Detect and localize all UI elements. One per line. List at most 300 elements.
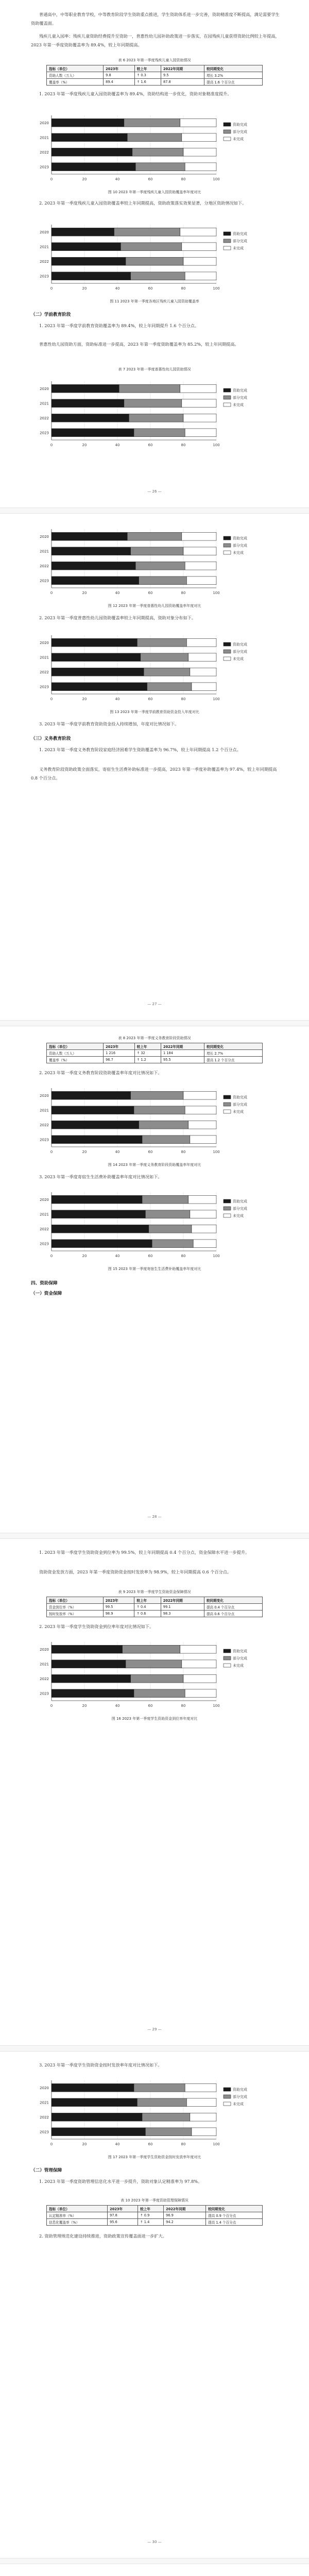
table-cell: 资助人数（万人） bbox=[47, 1050, 104, 1057]
bar-segment bbox=[52, 683, 147, 691]
figure-caption: 图 13 2023 年第一季度学前教育资助资金投入年度对比 bbox=[110, 710, 199, 714]
table-cell: 95.6 bbox=[108, 2219, 138, 2226]
y-tick-label: 2021 bbox=[40, 401, 49, 406]
table-header-row bbox=[47, 2206, 263, 2212]
legend-label: 未完成 bbox=[233, 1214, 244, 1218]
y-tick-label: 2023 bbox=[40, 1691, 49, 1696]
x-tick-label: 60 bbox=[148, 2142, 153, 2146]
legend-label: 部分完成 bbox=[233, 1207, 247, 1211]
table-header-cell: 较上年 bbox=[134, 1043, 161, 1050]
x-tick-label: 0 bbox=[50, 591, 53, 595]
bar-segment bbox=[192, 683, 216, 691]
x-tick-label: 100 bbox=[213, 1254, 220, 1258]
bar-segment bbox=[124, 118, 180, 127]
stacked-bar-chart bbox=[31, 218, 278, 296]
subsection-heading: （二）管理保障 bbox=[31, 2168, 62, 2173]
y-tick-label: 2023 bbox=[40, 2130, 49, 2134]
x-tick-label: 80 bbox=[181, 177, 186, 181]
bar-segment bbox=[144, 668, 190, 676]
x-tick-label: 80 bbox=[181, 591, 186, 595]
page-6 bbox=[0, 2563, 309, 2576]
table-header-cell: 指标（单位） bbox=[47, 1043, 104, 1050]
y-tick-label: 2021 bbox=[40, 135, 49, 140]
stacked-bar-chart bbox=[31, 109, 278, 187]
bar-segment bbox=[52, 1195, 142, 1204]
bar-segment bbox=[183, 1674, 216, 1683]
figure-caption: 图 14 2023 年第一季度义务教育阶段资助覆盖率年度对比 bbox=[108, 1163, 201, 1167]
bar-segment bbox=[52, 429, 134, 437]
data-table bbox=[46, 65, 263, 86]
legend-swatch bbox=[224, 544, 231, 547]
bar-segment bbox=[192, 1225, 216, 1233]
x-tick-label: 100 bbox=[213, 1704, 220, 1708]
bar-segment bbox=[52, 399, 124, 408]
stacked-bar-chart bbox=[31, 2573, 278, 2576]
legend-label: 资助完成 bbox=[233, 536, 247, 540]
table-header-cell: 较上年 bbox=[138, 2206, 164, 2212]
bar-segment bbox=[182, 133, 216, 142]
x-tick-label: 80 bbox=[181, 286, 186, 291]
bar-segment bbox=[129, 414, 183, 422]
paragraph: 2. 2023 年第一季度残疾儿童入园资助覆盖率较上年同期提高，资助政策落实效果显著，分地区资助情况如下。 bbox=[39, 200, 247, 206]
x-tick-label: 40 bbox=[115, 697, 120, 701]
y-tick-label: 2022 bbox=[40, 1123, 49, 1127]
data-table bbox=[46, 1043, 263, 1063]
table-cell: 97.8 bbox=[108, 2212, 138, 2219]
table-cell: 资金到位率（%） bbox=[47, 1604, 104, 1611]
y-tick-label: 2023 bbox=[40, 165, 49, 170]
legend-label: 部分完成 bbox=[233, 396, 247, 400]
bar-segment bbox=[52, 2083, 134, 2092]
table-cell: 1 216 bbox=[104, 1050, 135, 1057]
table-row bbox=[47, 2219, 263, 2226]
paragraph: 资助资金发放方面，2023 年第一季度资助资金按时发放率为 98.9%，较上年同期提高 0.6 个百分点。 bbox=[39, 1569, 232, 1574]
bar-segment bbox=[180, 228, 216, 236]
bar-segment bbox=[52, 257, 126, 265]
x-tick-label: 20 bbox=[82, 591, 87, 595]
bar-segment bbox=[186, 638, 216, 647]
page-number: — 29 — bbox=[147, 2027, 162, 2031]
table-row bbox=[47, 1611, 263, 1617]
x-tick-label: 80 bbox=[181, 1150, 186, 1154]
paragraph: 2. 资助管理规范化建设持续推进，资助政策宣传覆盖面进一步扩大。 bbox=[39, 2233, 167, 2239]
x-tick-label: 20 bbox=[82, 286, 87, 291]
legend-label: 资助完成 bbox=[233, 232, 247, 236]
table-row bbox=[47, 1050, 263, 1057]
bar-segment bbox=[131, 547, 183, 555]
bar-segment bbox=[52, 668, 144, 676]
x-tick-label: 60 bbox=[148, 177, 153, 181]
bar-segment bbox=[185, 2083, 216, 2092]
table-header-cell: 指标（单位） bbox=[47, 2206, 108, 2212]
paragraph: 普惠性幼儿园资助方面，资助标准进一步提高，2023 年第一季度资助覆盖率为 85.2%，较上年同期提高。 bbox=[39, 342, 239, 347]
x-tick-label: 0 bbox=[50, 1254, 53, 1258]
legend-swatch bbox=[224, 1207, 231, 1210]
legend-label: 未完成 bbox=[233, 2102, 244, 2106]
bar-segment bbox=[52, 414, 129, 422]
legend-label: 未完成 bbox=[233, 657, 244, 661]
bar-segment bbox=[132, 148, 183, 156]
x-tick-label: 40 bbox=[115, 1254, 120, 1258]
legend-swatch bbox=[224, 1664, 231, 1667]
table-cell: 98.3 bbox=[161, 1611, 204, 1617]
paragraph: 2. 2023 年第一季度普惠性幼儿园资助覆盖率较上年同期提高，资助对象分布如下。 bbox=[39, 615, 196, 620]
table-cell: 96.7 bbox=[104, 1057, 135, 1063]
table-header-cell: 较同期变化 bbox=[204, 1597, 262, 1604]
y-tick-label: 2020 bbox=[40, 2086, 49, 2090]
y-tick-label: 2021 bbox=[40, 2100, 49, 2105]
legend-swatch bbox=[224, 657, 231, 660]
legend-label: 未完成 bbox=[233, 137, 244, 141]
bar-segment bbox=[147, 683, 192, 691]
figure-caption: 图 12 2023 年第一季度普惠性幼儿园资助覆盖率年度对比 bbox=[108, 604, 201, 608]
y-tick-label: 2020 bbox=[40, 1093, 49, 1098]
table-cell: 认定精准率（%） bbox=[47, 2212, 108, 2219]
table-header-cell: 2022年同期 bbox=[164, 2206, 206, 2212]
bar-segment bbox=[52, 1121, 139, 1129]
x-tick-label: 20 bbox=[82, 177, 87, 181]
legend-label: 未完成 bbox=[233, 1110, 244, 1114]
legend-swatch bbox=[224, 239, 231, 243]
table-header-row bbox=[47, 65, 263, 72]
table-header-row bbox=[47, 1043, 263, 1050]
bar-segment bbox=[190, 1136, 216, 1144]
bar-segment bbox=[190, 2113, 216, 2121]
bar-segment bbox=[52, 638, 137, 647]
table-cell: 99.1 bbox=[161, 1604, 204, 1611]
bar-segment bbox=[188, 1121, 216, 1129]
paragraph: 义务教育阶段资助政策全面落实，寄宿生生活费补助标准进一步提高，2023 年第一季度补助覆盖率为 97.4%，较上年同期提高 0.8 个百分点。 bbox=[31, 767, 277, 781]
bar-segment bbox=[186, 2098, 216, 2107]
bar-segment bbox=[183, 547, 216, 555]
bar-segment bbox=[137, 2098, 186, 2107]
table-header-cell: 指标（单位） bbox=[47, 1597, 104, 1604]
x-tick-label: 100 bbox=[213, 697, 220, 701]
legend-swatch bbox=[224, 388, 231, 392]
page-2 bbox=[0, 513, 309, 1023]
paragraph: 普通高中，中等职业教育学校，中等教育阶段学生资助重点推进，学生资助体系进一步完善，资助精准度不断提高，满足需要学生资助覆盖面。 bbox=[31, 12, 280, 26]
x-tick-label: 100 bbox=[213, 177, 220, 181]
table-header-cell: 较上年 bbox=[134, 65, 161, 72]
bar-segment bbox=[193, 1240, 216, 1248]
y-tick-label: 2021 bbox=[40, 1108, 49, 1113]
bar-segment bbox=[134, 2083, 185, 2092]
legend-swatch bbox=[224, 642, 231, 646]
table-cell: 95.5 bbox=[161, 1057, 204, 1063]
bar-segment bbox=[182, 243, 216, 251]
bar-segment bbox=[52, 228, 114, 236]
table-caption: 表 8 2023 年第一季度义务教育阶段资助情况 bbox=[118, 1036, 191, 1040]
stacked-bar-chart bbox=[31, 629, 278, 706]
legend-swatch bbox=[224, 1214, 231, 1217]
x-tick-label: 20 bbox=[82, 1254, 87, 1258]
bar-segment bbox=[52, 148, 132, 156]
legend-swatch bbox=[224, 137, 231, 141]
legend-swatch bbox=[224, 1199, 231, 1203]
bar-segment bbox=[52, 2128, 145, 2136]
legend-swatch bbox=[224, 2095, 231, 2098]
bar-segment bbox=[131, 1091, 183, 1099]
bar-segment bbox=[182, 532, 216, 540]
legend-swatch bbox=[224, 1103, 231, 1106]
table-cell: 1 184 bbox=[161, 1050, 204, 1057]
legend-swatch bbox=[224, 123, 231, 126]
legend-label: 资助完成 bbox=[233, 642, 247, 647]
x-tick-label: 60 bbox=[148, 443, 153, 447]
table-cell: 96.9 bbox=[164, 2212, 206, 2219]
bar-segment bbox=[52, 118, 124, 127]
bar-segment bbox=[180, 1645, 216, 1653]
bar-segment bbox=[141, 653, 188, 662]
legend-label: 未完成 bbox=[233, 551, 244, 555]
table-row bbox=[47, 79, 263, 86]
y-tick-label: 2023 bbox=[40, 431, 49, 435]
bar-segment bbox=[52, 272, 131, 280]
x-tick-label: 40 bbox=[115, 1704, 120, 1708]
figure-caption: 图 10 2023 年第一季度残疾儿童入园资助覆盖率年度对比 bbox=[108, 190, 201, 194]
bar-segment bbox=[52, 1674, 131, 1683]
y-tick-label: 2023 bbox=[40, 274, 49, 279]
table-cell: 94.2 bbox=[164, 2219, 206, 2226]
y-tick-label: 2023 bbox=[40, 1138, 49, 1142]
table-header-cell: 较上年 bbox=[134, 1597, 161, 1604]
y-tick-label: 2022 bbox=[40, 416, 49, 420]
legend-swatch bbox=[224, 1110, 231, 1113]
bar-segment bbox=[52, 133, 127, 142]
x-tick-label: 40 bbox=[115, 2142, 120, 2146]
x-tick-label: 0 bbox=[50, 177, 53, 181]
x-tick-label: 0 bbox=[50, 1150, 53, 1154]
section-heading: （二）学前教育阶段 bbox=[31, 312, 71, 317]
x-tick-label: 100 bbox=[213, 591, 220, 595]
x-tick-label: 80 bbox=[181, 443, 186, 447]
bar-segment bbox=[131, 272, 185, 280]
bar-segment bbox=[127, 532, 182, 540]
table-cell: 提高 0.9 个百分点 bbox=[206, 2212, 263, 2219]
bar-segment bbox=[126, 257, 183, 265]
table-header-row bbox=[47, 1597, 263, 1604]
bar-segment bbox=[131, 1674, 183, 1683]
x-tick-label: 60 bbox=[148, 286, 153, 291]
bar-segment bbox=[183, 414, 216, 422]
legend-swatch bbox=[224, 1095, 231, 1099]
bar-segment bbox=[114, 228, 180, 236]
table-cell: ↑ 0.6 bbox=[134, 1611, 161, 1617]
x-tick-label: 100 bbox=[213, 286, 220, 291]
x-tick-label: 80 bbox=[181, 2142, 186, 2146]
page-number: — 28 — bbox=[147, 1515, 162, 1519]
table-cell: 89.4 bbox=[104, 79, 135, 86]
bar-segment bbox=[185, 272, 216, 280]
legend-label: 部分完成 bbox=[233, 130, 247, 134]
bar-segment bbox=[123, 1645, 180, 1653]
bar-segment bbox=[186, 577, 216, 585]
x-tick-label: 0 bbox=[50, 1704, 53, 1708]
bar-segment bbox=[185, 1106, 216, 1114]
bar-segment bbox=[180, 118, 216, 127]
x-tick-label: 20 bbox=[82, 1704, 87, 1708]
legend-label: 部分完成 bbox=[233, 650, 247, 654]
y-tick-label: 2021 bbox=[40, 1662, 49, 1667]
figure-caption: 图 15 2023 年第一季度寄宿生生活费补助覆盖率年度对比 bbox=[108, 1267, 201, 1271]
x-tick-label: 20 bbox=[82, 2142, 87, 2146]
bar-segment bbox=[182, 399, 216, 408]
table-row bbox=[47, 2212, 263, 2219]
table-cell: 提高 1.2 个百分点 bbox=[204, 1057, 263, 1063]
x-tick-label: 0 bbox=[50, 443, 53, 447]
bar-segment bbox=[134, 429, 185, 437]
table-row bbox=[47, 72, 263, 79]
table-cell: 按时发放率（%） bbox=[47, 1611, 104, 1617]
stacked-bar-chart bbox=[31, 2074, 278, 2151]
y-tick-label: 2021 bbox=[40, 245, 49, 249]
bar-segment bbox=[52, 577, 139, 585]
page-number: — 30 — bbox=[147, 2540, 162, 2544]
page-4 bbox=[0, 1538, 309, 2048]
y-tick-label: 2020 bbox=[40, 640, 49, 645]
bar-segment bbox=[180, 384, 216, 393]
bar-segment bbox=[52, 1106, 134, 1114]
bar-segment bbox=[142, 2113, 190, 2121]
legend-swatch bbox=[224, 130, 231, 133]
bar-segment bbox=[183, 1091, 216, 1099]
x-tick-label: 40 bbox=[115, 443, 120, 447]
x-tick-label: 0 bbox=[50, 286, 53, 291]
bar-segment bbox=[188, 653, 216, 662]
table-cell: 增长 3.2% bbox=[204, 72, 263, 79]
bar-segment bbox=[52, 2098, 137, 2107]
paragraph: 3. 2023 年第一季度学前教育资助资金投入持续增加，年度对比情况如下。 bbox=[39, 721, 179, 726]
bar-segment bbox=[185, 163, 216, 171]
legend-label: 部分完成 bbox=[233, 239, 247, 243]
y-tick-label: 2020 bbox=[40, 1197, 49, 1202]
x-tick-label: 80 bbox=[181, 1704, 186, 1708]
table-cell: ↑ 0.3 bbox=[134, 72, 161, 79]
table-cell: 信息化覆盖率（%） bbox=[47, 2219, 108, 2226]
y-tick-label: 2022 bbox=[40, 2115, 49, 2120]
table-cell: ↑ 1.4 bbox=[138, 2219, 164, 2226]
x-tick-label: 60 bbox=[148, 697, 153, 701]
table-header-cell: 2022年同期 bbox=[161, 1597, 204, 1604]
table-cell: ↑ 1.2 bbox=[134, 1057, 161, 1063]
legend-label: 部分完成 bbox=[233, 1103, 247, 1107]
table-cell: 覆盖率（%） bbox=[47, 1057, 104, 1063]
y-tick-label: 2020 bbox=[40, 534, 49, 539]
bar-segment bbox=[121, 243, 181, 251]
y-tick-label: 2020 bbox=[40, 121, 49, 125]
y-tick-label: 2022 bbox=[40, 150, 49, 155]
table-cell: ↑ 32 bbox=[134, 1050, 161, 1057]
legend-swatch bbox=[224, 396, 231, 399]
table-cell: 98.9 bbox=[103, 1611, 134, 1617]
paragraph: 3. 2023 年第一季度寄宿生生活费补助覆盖率年度对比情况如下。 bbox=[39, 1174, 162, 1179]
legend-label: 未完成 bbox=[233, 1664, 244, 1668]
y-tick-label: 2022 bbox=[40, 1676, 49, 1681]
table-header-cell: 较同期变化 bbox=[204, 65, 263, 72]
x-tick-label: 0 bbox=[50, 697, 53, 701]
bar-segment bbox=[52, 1136, 142, 1144]
table-header-cell: 2023年 bbox=[108, 2206, 138, 2212]
x-tick-label: 0 bbox=[50, 2142, 53, 2146]
paragraph: 1. 2023 年第一季度学生资助资金到位率为 99.5%，较上年同期提高 0.4 个百分点，资金保障水平进一步提升。 bbox=[39, 1550, 250, 1555]
legend-label: 资助完成 bbox=[233, 388, 247, 393]
x-tick-label: 40 bbox=[115, 177, 120, 181]
bar-segment bbox=[52, 163, 135, 171]
x-tick-label: 80 bbox=[181, 1254, 186, 1258]
page-1 bbox=[0, 0, 309, 510]
table-cell: 87.8 bbox=[161, 79, 204, 86]
table-caption: 表 9 2023 年第一季度学生资助资金保障情况 bbox=[118, 1590, 191, 1594]
bar-segment bbox=[145, 2128, 192, 2136]
bar-segment bbox=[52, 1225, 149, 1233]
stacked-bar-chart bbox=[31, 1186, 278, 1263]
y-tick-label: 2021 bbox=[40, 549, 49, 554]
bar-segment bbox=[135, 562, 185, 570]
legend-swatch bbox=[224, 232, 231, 235]
table-cell: 覆盖率（%） bbox=[47, 79, 104, 86]
table-header-cell: 较同期变化 bbox=[206, 2206, 263, 2212]
stacked-bar-chart bbox=[31, 375, 278, 452]
bar-segment bbox=[183, 148, 216, 156]
table-header-cell: 2022年同期 bbox=[161, 1043, 204, 1050]
bar-segment bbox=[126, 1660, 182, 1668]
bar-segment bbox=[190, 668, 216, 676]
bar-segment bbox=[52, 1210, 145, 1218]
bar-segment bbox=[52, 1240, 152, 1248]
table-header-cell: 2023年 bbox=[104, 65, 135, 72]
table-cell: 提高 1.6 个百分点 bbox=[204, 79, 263, 86]
x-tick-label: 20 bbox=[82, 697, 87, 701]
table-cell: ↑ 0.4 bbox=[134, 1604, 161, 1611]
bar-segment bbox=[52, 562, 135, 570]
table-caption: 表 10 2023 年第一季度资助管理保障情况 bbox=[121, 2198, 188, 2202]
stacked-bar-chart bbox=[31, 1636, 278, 1713]
figure-caption: 图 17 2023 年第一季度学生资助资金按时发放率年度对比 bbox=[108, 2155, 201, 2159]
stacked-bar-chart bbox=[31, 1082, 278, 1159]
paragraph: 2. 2023 年第一季度学生资助资金到位率年度对比情况如下。 bbox=[39, 1624, 154, 1629]
bar-segment bbox=[52, 653, 141, 662]
paragraph: 3. 2023 年第一季度学生资助资金按时发放率年度对比情况如下。 bbox=[39, 2062, 162, 2067]
bar-segment bbox=[142, 1136, 190, 1144]
table-cell: ↑ 1.6 bbox=[134, 79, 161, 86]
bar-segment bbox=[139, 1121, 188, 1129]
bar-segment bbox=[192, 2128, 216, 2136]
paragraph: 残疾儿童入园率：残疾儿童资助经费提升至资助一，普惠性幼儿园补助政策进一步落实，在园残疾儿童获得资助比例较上年提高，2023 年第一季度资助覆盖率为 89.4%，较上年同期提高。 bbox=[31, 33, 280, 47]
x-tick-label: 40 bbox=[115, 286, 120, 291]
bar-segment bbox=[183, 257, 216, 265]
bar-segment bbox=[185, 1689, 216, 1698]
bar-segment bbox=[152, 1240, 193, 1248]
legend-label: 资助完成 bbox=[233, 1095, 247, 1099]
legend-label: 部分完成 bbox=[233, 2095, 247, 2099]
table-cell: 增长 2.7% bbox=[204, 1050, 263, 1057]
table-caption: 表 7 2023 年第一季度普惠性幼儿园资助情况 bbox=[118, 367, 191, 371]
paragraph: 1. 2023 年第一季度残疾儿童入园资助覆盖率为 89.4%，资助结构进一步优化，资助对象精准度提升。 bbox=[39, 91, 232, 96]
section-heading: 四、资助保障 bbox=[31, 1281, 58, 1286]
y-tick-label: 2020 bbox=[40, 1647, 49, 1652]
bar-segment bbox=[124, 399, 182, 408]
x-tick-label: 80 bbox=[181, 697, 186, 701]
y-tick-label: 2021 bbox=[40, 1212, 49, 1217]
data-table bbox=[46, 1597, 263, 1617]
x-tick-label: 100 bbox=[213, 1150, 220, 1154]
bar-segment bbox=[52, 1091, 131, 1099]
bar-segment bbox=[142, 1195, 188, 1204]
y-tick-label: 2023 bbox=[40, 579, 49, 583]
y-tick-label: 2022 bbox=[40, 259, 49, 264]
bar-segment bbox=[52, 384, 119, 393]
bar-segment bbox=[182, 1660, 216, 1668]
